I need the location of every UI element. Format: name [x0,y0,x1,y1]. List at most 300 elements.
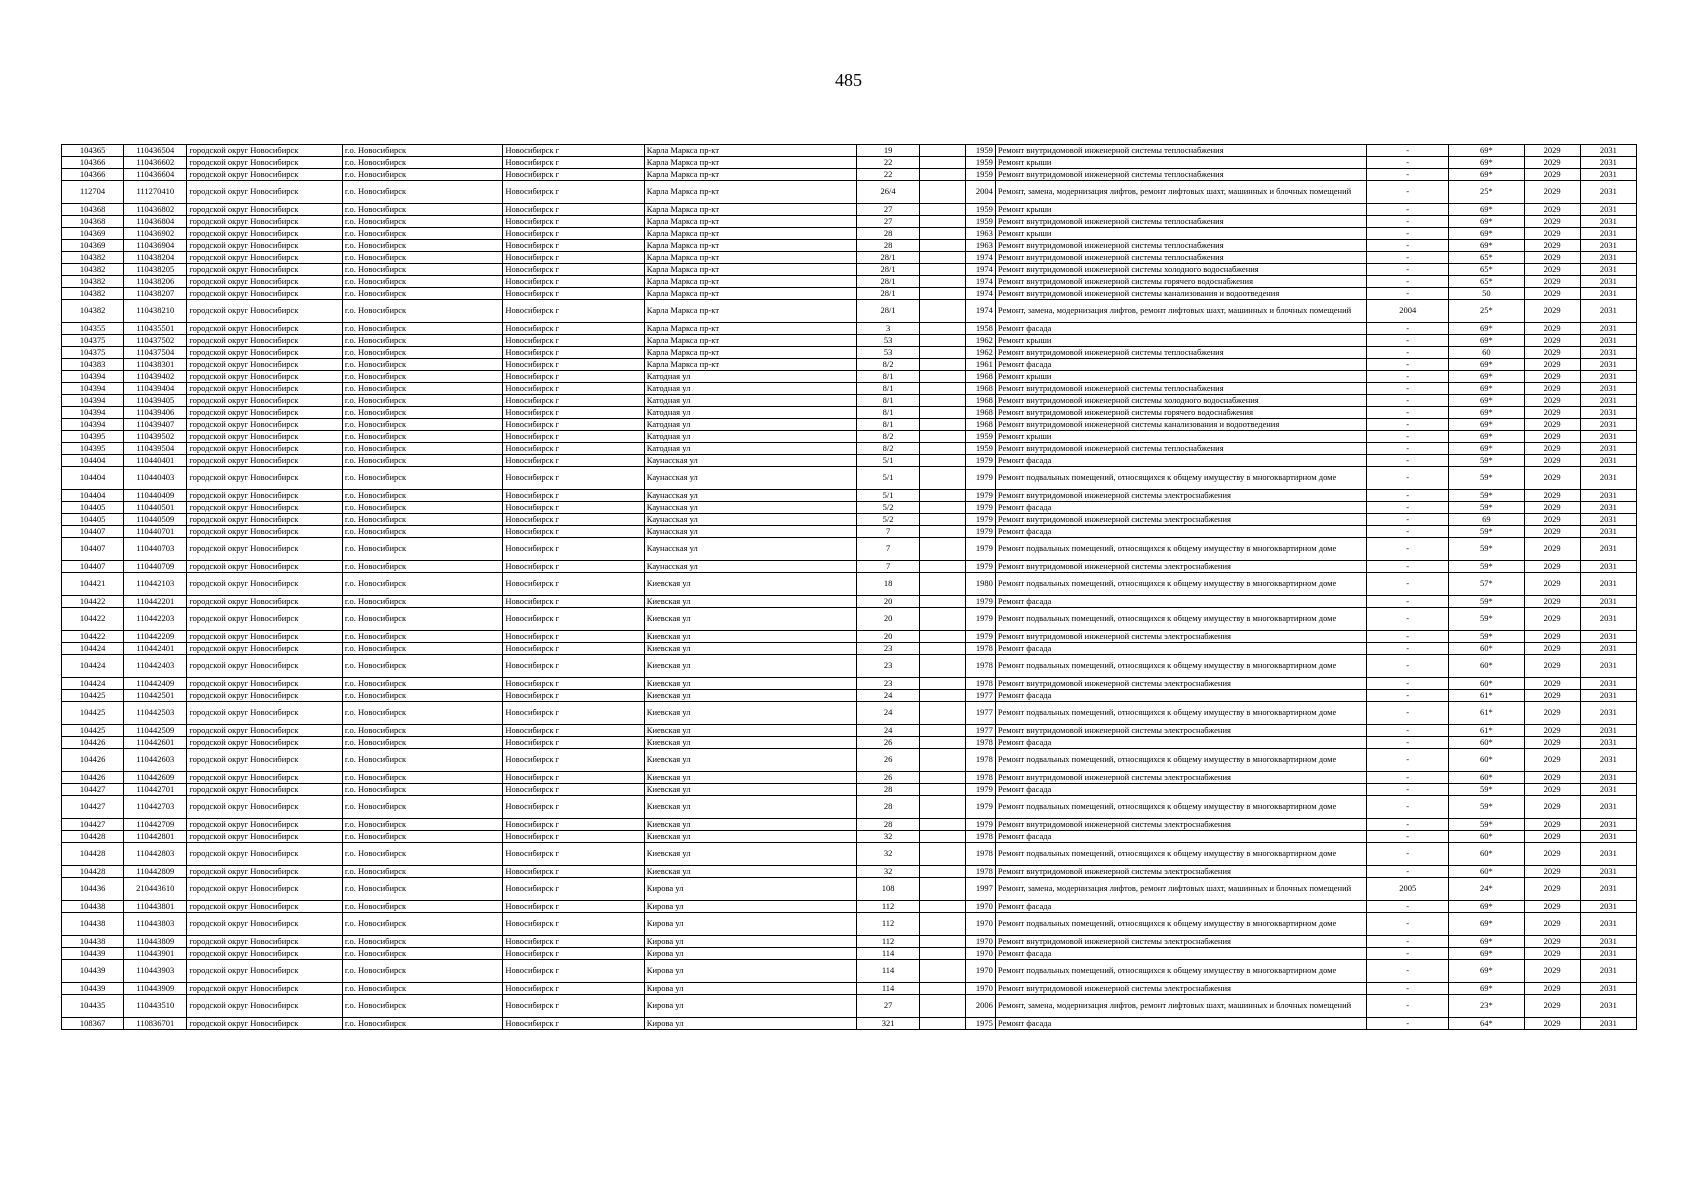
start-year: 2029 [1524,960,1580,983]
street: Карла Маркса пр-кт [644,216,857,228]
locality: Новосибирск г [503,383,644,395]
end-year: 2031 [1580,995,1636,1018]
municipality: г.о. Новосибирск [342,359,503,371]
table-row [62,395,1637,407]
work-type: Ремонт внутридомовой инженерной системы электроснабжения [995,514,1366,526]
municipality: г.о. Новосибирск [342,419,503,431]
street: Киевская ул [644,678,857,690]
lift-year: - [1367,995,1449,1018]
empty-cell [919,960,965,983]
street: Карла Маркса пр-кт [644,359,857,371]
work-code: 110438206 [124,276,187,288]
street: Карла Маркса пр-кт [644,157,857,169]
table-row [62,936,1637,948]
empty-cell [919,631,965,643]
locality: Новосибирск г [503,655,644,678]
wear-percent: 65* [1449,252,1524,264]
municipality: г.о. Новосибирск [342,383,503,395]
build-year: 1979 [965,467,995,490]
table-row [62,240,1637,252]
district: городской округ Новосибирск [187,995,342,1018]
house-number: 23 [857,678,919,690]
empty-cell [919,443,965,455]
lift-year: 2005 [1367,878,1449,901]
house-number: 28 [857,796,919,819]
district: городской округ Новосибирск [187,913,342,936]
locality: Новосибирск г [503,276,644,288]
lift-year: - [1367,1018,1449,1030]
table-row [62,157,1637,169]
empty-cell [919,948,965,960]
build-year: 1979 [965,490,995,502]
empty-cell [919,145,965,157]
district: городской округ Новосибирск [187,936,342,948]
wear-percent: 64* [1449,1018,1524,1030]
work-code: 110442503 [124,702,187,725]
district: городской округ Новосибирск [187,228,342,240]
build-year: 1959 [965,145,995,157]
street: Карла Маркса пр-кт [644,228,857,240]
work-type: Ремонт фасада [995,737,1366,749]
wear-percent: 60* [1449,643,1524,655]
street: Кирова ул [644,913,857,936]
build-year: 1962 [965,335,995,347]
lift-year: - [1367,913,1449,936]
house-number: 27 [857,995,919,1018]
table-row [62,843,1637,866]
start-year: 2029 [1524,655,1580,678]
build-year: 1979 [965,596,995,608]
lift-year: - [1367,796,1449,819]
work-type: Ремонт внутридомовой инженерной системы теплоснабжения [995,145,1366,157]
end-year: 2031 [1580,252,1636,264]
street: Каунасская ул [644,561,857,573]
work-code: 110440703 [124,538,187,561]
street: Каунасская ул [644,502,857,514]
lift-year: - [1367,831,1449,843]
build-year: 1958 [965,323,995,335]
row-id: 104375 [62,347,124,359]
table-row [62,878,1637,901]
end-year: 2031 [1580,819,1636,831]
work-code: 111270410 [124,181,187,204]
municipality: г.о. Новосибирск [342,690,503,702]
district: городской округ Новосибирск [187,252,342,264]
start-year: 2029 [1524,300,1580,323]
build-year: 1961 [965,359,995,371]
lift-year: - [1367,784,1449,796]
work-code: 210443610 [124,878,187,901]
locality: Новосибирск г [503,749,644,772]
work-code: 110442201 [124,596,187,608]
start-year: 2029 [1524,145,1580,157]
locality: Новосибирск г [503,407,644,419]
municipality: г.о. Новосибирск [342,502,503,514]
end-year: 2031 [1580,216,1636,228]
work-code: 110440403 [124,467,187,490]
house-number: 22 [857,169,919,181]
locality: Новосибирск г [503,443,644,455]
street: Кирова ул [644,878,857,901]
work-code: 110442601 [124,737,187,749]
end-year: 2031 [1580,1018,1636,1030]
work-code: 110436602 [124,157,187,169]
build-year: 1959 [965,169,995,181]
street: Киевская ул [644,784,857,796]
work-code: 110438210 [124,300,187,323]
wear-percent: 60* [1449,737,1524,749]
build-year: 1974 [965,264,995,276]
wear-percent: 61* [1449,702,1524,725]
work-code: 110442809 [124,866,187,878]
table-row [62,573,1637,596]
municipality: г.о. Новосибирск [342,145,503,157]
work-type: Ремонт внутридомовой инженерной системы горячего водоснабжения [995,276,1366,288]
wear-percent: 59* [1449,538,1524,561]
street: Карла Маркса пр-кт [644,323,857,335]
work-code: 110440401 [124,455,187,467]
lift-year: - [1367,819,1449,831]
wear-percent: 24* [1449,878,1524,901]
end-year: 2031 [1580,467,1636,490]
work-type: Ремонт фасада [995,596,1366,608]
empty-cell [919,772,965,784]
end-year: 2031 [1580,455,1636,467]
house-number: 28/1 [857,252,919,264]
empty-cell [919,678,965,690]
wear-percent: 69* [1449,359,1524,371]
lift-year: - [1367,561,1449,573]
end-year: 2031 [1580,145,1636,157]
end-year: 2031 [1580,737,1636,749]
start-year: 2029 [1524,216,1580,228]
district: городской округ Новосибирск [187,490,342,502]
end-year: 2031 [1580,169,1636,181]
table-row [62,431,1637,443]
empty-cell [919,181,965,204]
start-year: 2029 [1524,455,1580,467]
row-id: 104394 [62,371,124,383]
repair-register-table [61,144,1637,1030]
municipality: г.о. Новосибирск [342,561,503,573]
street: Карла Маркса пр-кт [644,145,857,157]
lift-year: - [1367,288,1449,300]
work-type: Ремонт подвальных помещений, относящихся к общему имуществу в многоквартирном доме [995,796,1366,819]
row-id: 104439 [62,960,124,983]
locality: Новосибирск г [503,631,644,643]
empty-cell [919,561,965,573]
district: городской округ Новосибирск [187,371,342,383]
end-year: 2031 [1580,702,1636,725]
end-year: 2031 [1580,831,1636,843]
build-year: 1979 [965,608,995,631]
locality: Новосибирск г [503,157,644,169]
municipality: г.о. Новосибирск [342,467,503,490]
house-number: 321 [857,1018,919,1030]
house-number: 8/1 [857,371,919,383]
work-type: Ремонт внутридомовой инженерной системы электроснабжения [995,490,1366,502]
empty-cell [919,288,965,300]
build-year: 1962 [965,347,995,359]
district: городской округ Новосибирск [187,737,342,749]
work-type: Ремонт внутридомовой инженерной системы теплоснабжения [995,443,1366,455]
wear-percent: 69* [1449,395,1524,407]
end-year: 2031 [1580,300,1636,323]
empty-cell [919,359,965,371]
district: городской округ Новосибирск [187,157,342,169]
build-year: 1970 [965,936,995,948]
municipality: г.о. Новосибирск [342,596,503,608]
street: Карла Маркса пр-кт [644,300,857,323]
work-code: 110442209 [124,631,187,643]
locality: Новосибирск г [503,502,644,514]
lift-year: - [1367,467,1449,490]
district: городской округ Новосибирск [187,407,342,419]
wear-percent: 59* [1449,796,1524,819]
locality: Новосибирск г [503,467,644,490]
work-code: 110443809 [124,936,187,948]
empty-cell [919,866,965,878]
municipality: г.о. Новосибирск [342,300,503,323]
wear-percent: 69* [1449,169,1524,181]
work-code: 110438204 [124,252,187,264]
house-number: 53 [857,347,919,359]
municipality: г.о. Новосибирск [342,831,503,843]
municipality: г.о. Новосибирск [342,643,503,655]
lift-year: - [1367,204,1449,216]
municipality: г.о. Новосибирск [342,157,503,169]
row-id: 104382 [62,288,124,300]
build-year: 1970 [965,913,995,936]
wear-percent: 69* [1449,383,1524,395]
locality: Новосибирск г [503,983,644,995]
lift-year: - [1367,443,1449,455]
empty-cell [919,467,965,490]
street: Киевская ул [644,831,857,843]
district: городской округ Новосибирск [187,145,342,157]
row-id: 104424 [62,643,124,655]
table-row [62,784,1637,796]
start-year: 2029 [1524,737,1580,749]
wear-percent: 69* [1449,431,1524,443]
municipality: г.о. Новосибирск [342,240,503,252]
empty-cell [919,347,965,359]
work-type: Ремонт внутридомовой инженерной системы теплоснабжения [995,347,1366,359]
municipality: г.о. Новосибирск [342,573,503,596]
build-year: 1975 [965,1018,995,1030]
start-year: 2029 [1524,995,1580,1018]
row-id: 104395 [62,443,124,455]
street: Карла Маркса пр-кт [644,204,857,216]
district: городской округ Новосибирск [187,538,342,561]
street: Киевская ул [644,843,857,866]
locality: Новосибирск г [503,702,644,725]
end-year: 2031 [1580,936,1636,948]
start-year: 2029 [1524,490,1580,502]
municipality: г.о. Новосибирск [342,395,503,407]
start-year: 2029 [1524,1018,1580,1030]
table-row [62,702,1637,725]
district: городской округ Новосибирск [187,596,342,608]
table-row [62,169,1637,181]
work-type: Ремонт внутридомовой инженерной системы электроснабжения [995,561,1366,573]
row-id: 104438 [62,913,124,936]
build-year: 1959 [965,204,995,216]
table-row [62,678,1637,690]
start-year: 2029 [1524,181,1580,204]
house-number: 7 [857,538,919,561]
street: Киевская ул [644,749,857,772]
wear-percent: 50 [1449,288,1524,300]
wear-percent: 69* [1449,443,1524,455]
municipality: г.о. Новосибирск [342,1018,503,1030]
street: Киевская ул [644,702,857,725]
house-number: 28 [857,784,919,796]
municipality: г.о. Новосибирск [342,288,503,300]
work-code: 110442103 [124,573,187,596]
street: Каунасская ул [644,526,857,538]
municipality: г.о. Новосибирск [342,443,503,455]
end-year: 2031 [1580,843,1636,866]
row-id: 104407 [62,561,124,573]
table-row [62,145,1637,157]
start-year: 2029 [1524,784,1580,796]
table-row [62,347,1637,359]
wear-percent: 69* [1449,323,1524,335]
work-type: Ремонт внутридомовой инженерной системы теплоснабжения [995,169,1366,181]
table-row [62,502,1637,514]
table-row [62,419,1637,431]
end-year: 2031 [1580,690,1636,702]
table-row [62,407,1637,419]
house-number: 19 [857,145,919,157]
table-row [62,561,1637,573]
locality: Новосибирск г [503,300,644,323]
lift-year: - [1367,690,1449,702]
build-year: 1980 [965,573,995,596]
start-year: 2029 [1524,395,1580,407]
build-year: 1978 [965,749,995,772]
locality: Новосибирск г [503,772,644,784]
wear-percent: 59* [1449,631,1524,643]
work-type: Ремонт внутридомовой инженерной системы электроснабжения [995,936,1366,948]
start-year: 2029 [1524,772,1580,784]
empty-cell [919,796,965,819]
end-year: 2031 [1580,772,1636,784]
work-code: 110435501 [124,323,187,335]
locality: Новосибирск г [503,216,644,228]
house-number: 108 [857,878,919,901]
district: городской округ Новосибирск [187,725,342,737]
empty-cell [919,725,965,737]
start-year: 2029 [1524,843,1580,866]
street: Катодная ул [644,431,857,443]
work-code: 110443903 [124,960,187,983]
start-year: 2029 [1524,866,1580,878]
build-year: 1959 [965,157,995,169]
lift-year: - [1367,631,1449,643]
row-id: 104426 [62,749,124,772]
work-code: 110436904 [124,240,187,252]
row-id: 104394 [62,383,124,395]
street: Кирова ул [644,948,857,960]
start-year: 2029 [1524,538,1580,561]
street: Карла Маркса пр-кт [644,335,857,347]
build-year: 1968 [965,419,995,431]
street: Катодная ул [644,371,857,383]
house-number: 23 [857,655,919,678]
build-year: 1963 [965,228,995,240]
start-year: 2029 [1524,948,1580,960]
work-type: Ремонт фасада [995,526,1366,538]
district: городской округ Новосибирск [187,169,342,181]
table-row [62,772,1637,784]
house-number: 32 [857,843,919,866]
start-year: 2029 [1524,228,1580,240]
work-type: Ремонт внутридомовой инженерной системы теплоснабжения [995,240,1366,252]
start-year: 2029 [1524,347,1580,359]
start-year: 2029 [1524,169,1580,181]
municipality: г.о. Новосибирск [342,725,503,737]
district: городской округ Новосибирск [187,204,342,216]
row-id: 104438 [62,901,124,913]
table-row [62,831,1637,843]
wear-percent: 69* [1449,407,1524,419]
house-number: 112 [857,936,919,948]
work-type: Ремонт внутридомовой инженерной системы электроснабжения [995,631,1366,643]
municipality: г.о. Новосибирск [342,608,503,631]
table-row [62,264,1637,276]
table-row [62,383,1637,395]
locality: Новосибирск г [503,288,644,300]
municipality: г.о. Новосибирск [342,216,503,228]
locality: Новосибирск г [503,913,644,936]
district: городской округ Новосибирск [187,819,342,831]
locality: Новосибирск г [503,608,644,631]
work-code: 110436504 [124,145,187,157]
row-id: 104422 [62,608,124,631]
end-year: 2031 [1580,359,1636,371]
work-code: 110440501 [124,502,187,514]
row-id: 104375 [62,335,124,347]
district: городской округ Новосибирск [187,300,342,323]
work-type: Ремонт внутридомовой инженерной системы теплоснабжения [995,252,1366,264]
locality: Новосибирск г [503,995,644,1018]
wear-percent: 59* [1449,490,1524,502]
empty-cell [919,204,965,216]
end-year: 2031 [1580,784,1636,796]
wear-percent: 60* [1449,749,1524,772]
district: городской округ Новосибирск [187,276,342,288]
table-row [62,913,1637,936]
district: городской округ Новосибирск [187,643,342,655]
district: городской округ Новосибирск [187,573,342,596]
build-year: 1979 [965,514,995,526]
house-number: 8/1 [857,395,919,407]
row-id: 104428 [62,866,124,878]
work-type: Ремонт, замена, модернизация лифтов, ремонт лифтовых шахт, машинных и блочных помещений [995,300,1366,323]
build-year: 1979 [965,796,995,819]
table-row [62,300,1637,323]
street: Киевская ул [644,573,857,596]
house-number: 32 [857,866,919,878]
district: городской округ Новосибирск [187,264,342,276]
table-row [62,276,1637,288]
district: городской округ Новосибирск [187,502,342,514]
end-year: 2031 [1580,643,1636,655]
empty-cell [919,169,965,181]
district: городской округ Новосибирск [187,772,342,784]
